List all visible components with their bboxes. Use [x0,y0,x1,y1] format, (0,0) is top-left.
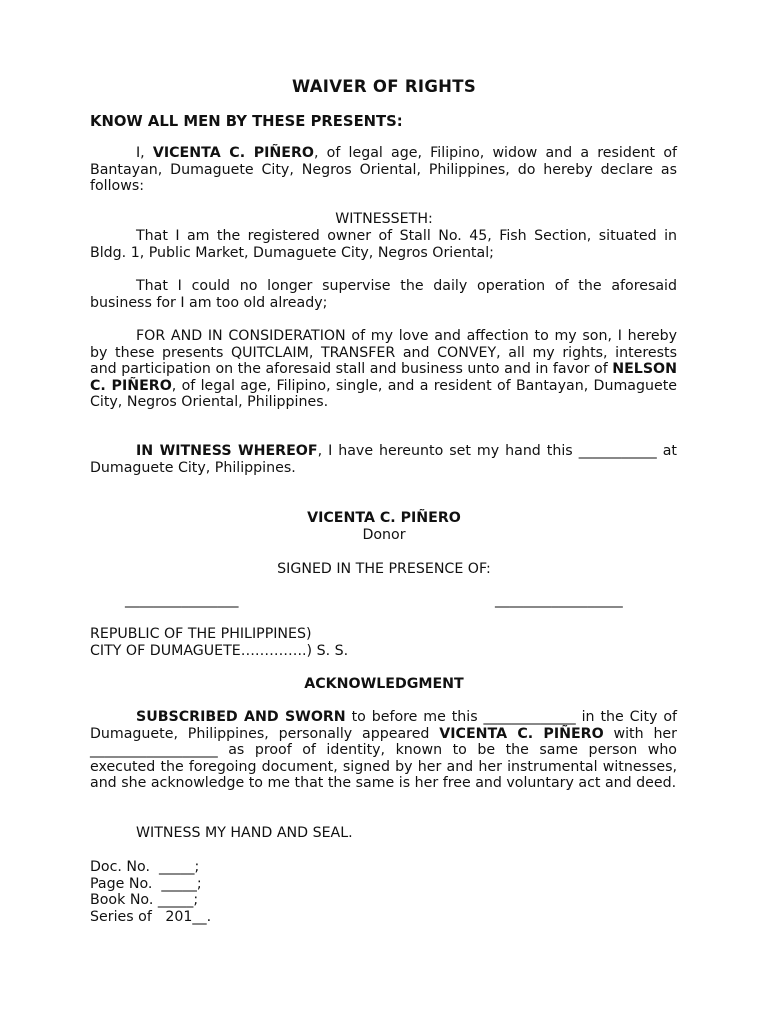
ack-appearing-name: VICENTA C. PIÑERO [439,725,604,742]
intro-prefix: I, [136,145,153,161]
paragraph-consideration [90,328,677,411]
paragraph-ownership: That I am the registered owner of Stall No. 45, Fish Section, situated in Bldg. 1, Public Market, Dumaguete City, Negros Oriental; [90,228,677,261]
ack-text-4: as proof of identity, known to be the same person who executed the foregoing document, signed by her and her instrumental witnesses, and she acknowledge to me that the same is her free and voluntary act and deed. [90,742,677,792]
id-blank: __________________ [90,742,218,759]
ack-text-2: in the City of Dumaguete, Philippines, personally appeared [90,709,677,742]
paragraph-witness-whereof [90,443,677,476]
witnesseth-heading: WITNESSETH: [335,211,433,227]
venue-line-2: CITY OF DUMAGUETE…………..) S. S. [90,643,349,659]
intro-text: , of legal age, Filipino, widow and a resident of Bantayan, Dumaguete City, Negros Oriental, Philippines, do hereby declare as follows: [90,145,677,195]
page-no: Page No. _____; [90,875,202,892]
series-of: Series of 201__. [90,908,212,925]
intro-paragraph [90,145,677,195]
ack-date-blank: _____________ [483,709,576,725]
ack-text-3: with her [603,725,677,742]
witness-whereof-text-2: at Dumaguete City, Philippines. [90,443,677,476]
donee-name: NELSON C. PIÑERO [90,361,677,394]
witness-signature-line-2: __________________ [495,592,623,608]
presence-heading: SIGNED IN THE PRESENCE OF: [277,561,491,577]
consideration-text: FOR AND IN CONSIDERATION of my love and affection to my son, I hereby by these presents QUITCLAIM, TRANSFER and CONVEY, all my rights, interests and participation on the aforesaid stall and business unto and in favor of [90,328,677,378]
notarial-register [90,859,677,925]
acknowledgment-title: ACKNOWLEDGMENT [304,676,464,692]
document-title: WAIVER OF RIGHTS [291,77,477,96]
signatory-name: VICENTA C. PIÑERO [307,510,461,526]
witness-whereof-text: , I have hereunto set my hand this [317,443,579,459]
acknowledgment-paragraph [90,709,677,792]
ack-text-1: to before me this [345,709,484,725]
date-blank: ___________ [578,443,657,459]
venue-line-1: REPUBLIC OF THE PHILIPPINES) [90,626,312,642]
book-no: Book No. _____; [90,892,199,909]
preamble: KNOW ALL MEN BY THESE PRESENTS: [90,113,403,130]
doc-no: Doc. No. _____; [90,859,200,875]
consideration-text-2: , of legal age, Filipino, single, and a resident of Bantayan, Dumaguete City, Negros Oriental, Philippines. [90,377,677,411]
signatory-role: Donor [362,527,406,543]
witness-whereof-label: IN WITNESS WHEREOF [136,443,318,459]
witness-hand-seal: WITNESS MY HAND AND SEAL. [136,825,353,841]
subscribed-sworn-label: SUBSCRIBED AND SWORN [136,709,346,725]
witness-signature-line-1: ________________ [125,592,239,608]
paragraph-supervision: That I could no longer supervise the daily operation of the aforesaid business for I am too old already; [90,278,677,311]
donor-name: VICENTA C. PIÑERO [152,145,314,161]
